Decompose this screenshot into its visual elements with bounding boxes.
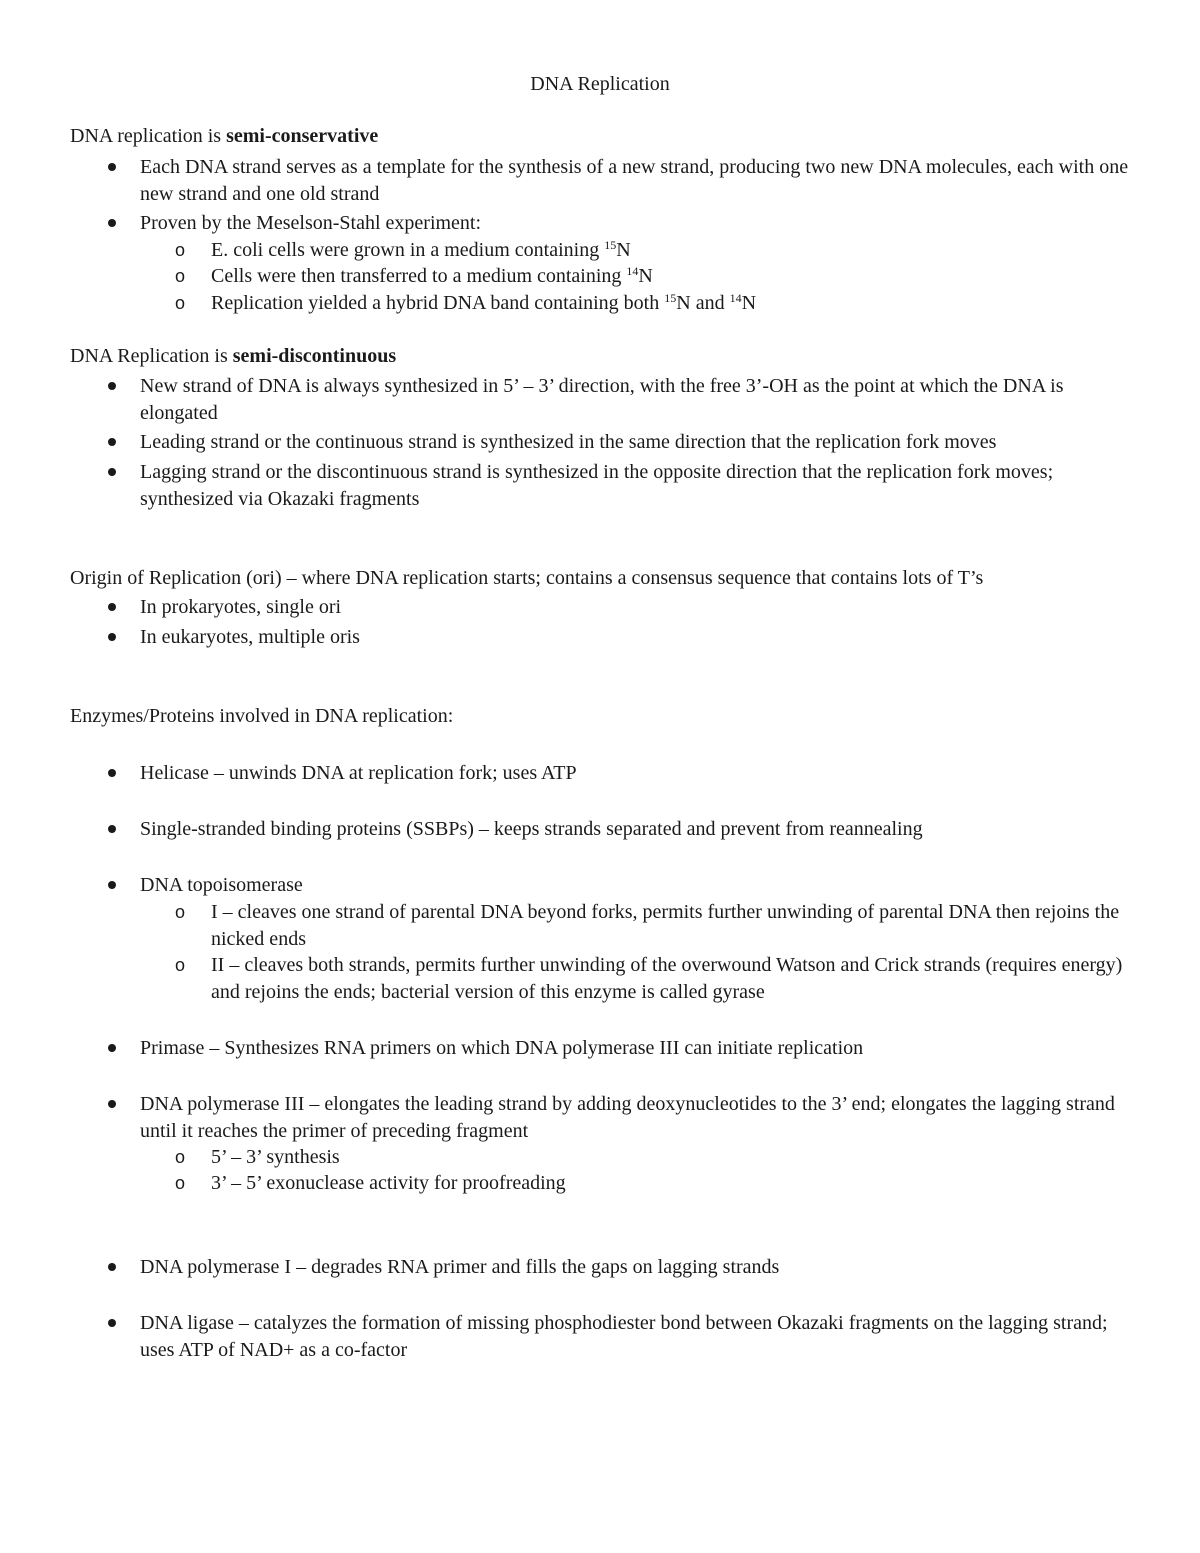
sub-list-item	[175, 1170, 1141, 1197]
list-item-text: Single-stranded binding proteins (SSBPs) – keeps strands separated and prevent from reannealing	[140, 818, 923, 840]
list-item	[140, 624, 1140, 651]
bullet-icon	[108, 603, 116, 611]
list-item	[140, 154, 1140, 207]
list-item	[140, 459, 1140, 512]
origin-of-replication-heading: Origin of Replication (ori) – where DNA replication starts; contains a consensus sequence that contains lots of T’s	[70, 567, 984, 589]
list-item-text: Proven by the Meselson-Stahl experiment:	[140, 212, 482, 234]
sub-bullet-icon: o	[175, 902, 186, 922]
isotope-superscript: 15	[664, 291, 677, 305]
list-item	[140, 373, 1140, 426]
sub-bullet-icon: o	[175, 293, 186, 313]
list-item-text: DNA ligase – catalyzes the formation of missing phosphodiester bond between Okazaki fragments on the lagging strand; uses ATP of NAD+ as a co-factor	[140, 1312, 1108, 1361]
list-item	[140, 872, 1140, 899]
list-item	[140, 816, 1140, 843]
isotope-superscript: 14	[626, 264, 639, 278]
sub-list-item	[175, 899, 1141, 952]
list-item-text: DNA polymerase I – degrades RNA primer and fills the gaps on lagging strands	[140, 1256, 780, 1278]
sub-item-text: N and	[676, 292, 730, 314]
bullet-icon	[108, 1044, 116, 1052]
sub-list-item	[175, 263, 1141, 290]
list-item-text: New strand of DNA is always synthesized in 5’ – 3’ direction, with the free 3’-OH as the point at which the DNA is elongated	[140, 375, 1064, 424]
list-item	[140, 760, 1140, 787]
list-item-text: Leading strand or the continuous strand is synthesized in the same direction that the replication fork moves	[140, 431, 997, 453]
heading-text: DNA replication is	[70, 125, 227, 147]
bullet-icon	[108, 163, 116, 171]
bullet-icon	[108, 633, 116, 641]
element-symbol: N	[741, 292, 757, 314]
sub-bullet-icon: o	[175, 240, 186, 260]
list-item-text: DNA topoisomerase	[140, 874, 303, 896]
heading-bold-term: semi-conservative	[226, 125, 379, 147]
sub-bullet-icon: o	[175, 955, 186, 975]
sub-item-text: E. coli cells were grown in a medium containing	[211, 239, 605, 261]
list-item-text: In eukaryotes, multiple oris	[140, 626, 360, 648]
sub-item-text: 5’ – 3’ synthesis	[211, 1146, 340, 1168]
list-item	[140, 1254, 1140, 1281]
bullet-icon	[108, 769, 116, 777]
sub-list-item	[175, 237, 1141, 264]
element-symbol: N	[616, 239, 631, 261]
sub-item-text: Cells were then transferred to a medium containing	[211, 265, 627, 287]
sub-bullet-icon: o	[175, 266, 186, 286]
list-item-text: Lagging strand or the discontinuous strand is synthesized in the opposite direction that the replication fork moves; synthesized via Okazaki fragments	[140, 461, 1054, 510]
list-item	[140, 1091, 1140, 1144]
sub-item-text: II – cleaves both strands, permits further unwinding of the overwound Watson and Crick strands (requires energy) and rejoins the ends; bacterial version of this enzyme is called gyrase	[211, 954, 1123, 1003]
bullet-icon	[108, 382, 116, 390]
bullet-icon	[108, 825, 116, 833]
list-item-text: Each DNA strand serves as a template for the synthesis of a new strand, producing two new DNA molecules, each with one new strand and one old strand	[140, 156, 1129, 205]
list-item	[140, 1310, 1140, 1363]
isotope-superscript: 15	[604, 238, 617, 252]
bullet-icon	[108, 219, 116, 227]
list-item-text: Helicase – unwinds DNA at replication fork; uses ATP	[140, 762, 577, 784]
sub-item-text: 3’ – 5’ exonuclease activity for proofreading	[211, 1172, 566, 1194]
element-symbol: N	[638, 265, 653, 287]
bullet-icon	[108, 881, 116, 889]
list-item-text: Primase – Synthesizes RNA primers on which DNA polymerase III can initiate replication	[140, 1037, 864, 1059]
heading-bold-term: semi-discontinuous	[232, 345, 397, 367]
enzymes-heading: Enzymes/Proteins involved in DNA replication:	[70, 705, 454, 727]
sub-item-text: I – cleaves one strand of parental DNA beyond forks, permits further unwinding of parental DNA then rejoins the nicked ends	[211, 901, 1120, 950]
heading-text: DNA Replication is	[70, 345, 233, 367]
sub-list-item	[175, 290, 1141, 317]
sub-list-item	[175, 1144, 1141, 1171]
list-item-text: In prokaryotes, single ori	[140, 596, 342, 618]
bullet-icon	[108, 438, 116, 446]
list-item	[140, 1035, 1140, 1062]
sub-bullet-icon: o	[175, 1173, 186, 1193]
bullet-icon	[108, 1319, 116, 1327]
sub-list-item	[175, 952, 1141, 1005]
sub-bullet-icon: o	[175, 1147, 186, 1167]
bullet-icon	[108, 468, 116, 476]
semi-conservative-heading	[70, 124, 378, 148]
semi-discontinuous-heading	[70, 344, 396, 368]
sub-item-text: Replication yielded a hybrid DNA band containing both	[211, 292, 665, 314]
bullet-icon	[108, 1100, 116, 1108]
isotope-superscript: 14	[729, 291, 742, 305]
list-item-text: DNA polymerase III – elongates the leading strand by adding deoxynucleotides to the 3’ end; elongates the lagging strand until it reaches the primer of preceding fragment	[140, 1093, 1115, 1142]
list-item	[140, 594, 1140, 621]
list-item	[140, 429, 1140, 456]
page-title: DNA Replication	[530, 73, 670, 95]
bullet-icon	[108, 1263, 116, 1271]
list-item	[140, 210, 1140, 237]
